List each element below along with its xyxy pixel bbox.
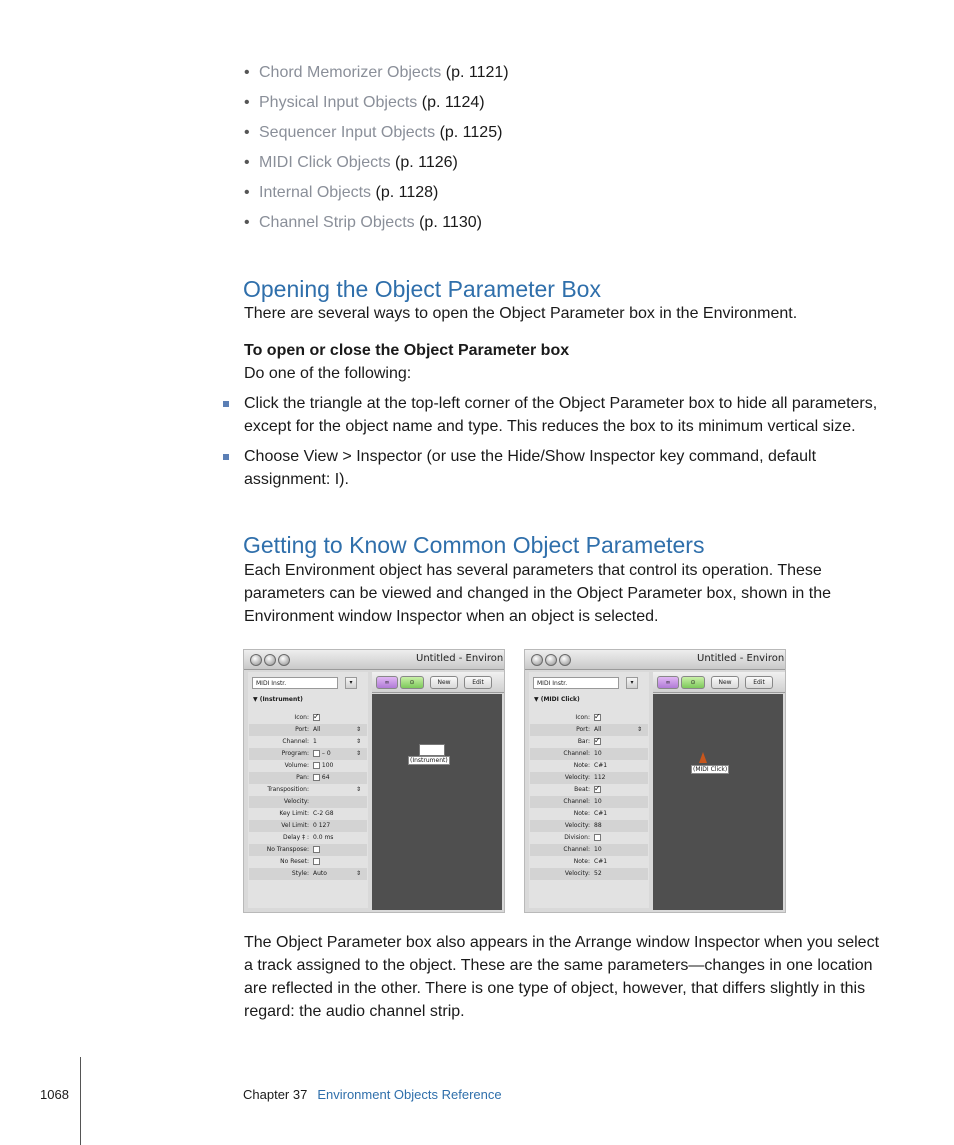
parameter-value-text: C#1 bbox=[594, 810, 608, 817]
window-title: Untitled - Environ bbox=[697, 653, 785, 664]
parameter-value[interactable] bbox=[313, 820, 330, 832]
parameter-row bbox=[530, 784, 648, 796]
parameter-label: Port: bbox=[576, 726, 590, 733]
parameter-row bbox=[530, 748, 648, 760]
parameter-checkbox[interactable] bbox=[594, 786, 601, 793]
close-window-icon[interactable] bbox=[250, 654, 262, 666]
page-reference: (p. 1125) bbox=[439, 124, 503, 141]
footer-divider bbox=[80, 1057, 81, 1145]
parameter-label: Delay ‡ : bbox=[282, 834, 309, 841]
parameter-value-text: Auto bbox=[313, 870, 327, 877]
parameter-row bbox=[530, 856, 648, 868]
bullet-dot-icon: • bbox=[244, 184, 250, 201]
bullet-dot-icon: • bbox=[244, 124, 250, 141]
environment-toolbar bbox=[653, 672, 785, 693]
parameter-label: Bar: bbox=[577, 738, 590, 745]
parameter-value[interactable] bbox=[594, 868, 602, 880]
related-link[interactable]: Channel Strip Objects bbox=[259, 214, 415, 231]
parameter-value[interactable] bbox=[313, 856, 320, 868]
parameter-row bbox=[530, 712, 648, 724]
parameter-value-text: 112 bbox=[594, 774, 606, 781]
section-intro: Each Environment object has several parameters that control its operation. These parameters can be viewed and changed in the Object Parameter box, shown in the Environment window Inspector when an object is selected. bbox=[244, 562, 832, 625]
parameter-value[interactable] bbox=[313, 808, 334, 820]
close-window-icon[interactable] bbox=[531, 654, 543, 666]
related-link-item bbox=[244, 92, 864, 122]
canvas-object-label[interactable]: (MIDI Click) bbox=[693, 766, 728, 773]
parameter-row bbox=[249, 712, 367, 724]
stepper-arrows-icon[interactable]: ⇕ bbox=[355, 750, 361, 757]
related-link-item bbox=[244, 152, 864, 182]
bullet-dot-icon: • bbox=[244, 214, 250, 231]
parameter-label: Volume: bbox=[284, 762, 309, 769]
parameter-label: Note: bbox=[573, 810, 590, 817]
instrument-object-icon[interactable] bbox=[419, 744, 445, 756]
edit-menu-button[interactable]: Edit bbox=[745, 676, 773, 689]
stepper-arrows-icon[interactable]: ⇕ bbox=[355, 738, 361, 745]
window-titlebar bbox=[244, 650, 504, 670]
parameter-value-text: 10 bbox=[594, 846, 602, 853]
parameter-label: No Transpose: bbox=[266, 846, 309, 853]
parameter-value[interactable] bbox=[594, 832, 601, 844]
parameter-checkbox[interactable] bbox=[313, 750, 320, 757]
parameter-value[interactable] bbox=[594, 856, 607, 868]
parameter-value[interactable] bbox=[594, 760, 607, 772]
screenshot-midi-click bbox=[524, 649, 786, 913]
parameter-value-text: 0.0 ms bbox=[313, 834, 334, 841]
task-heading: To open or close the Object Parameter box bbox=[244, 342, 570, 359]
parameter-row bbox=[249, 808, 367, 820]
section-heading-parameters: Getting to Know Common Object Parameters bbox=[243, 532, 705, 558]
midi-thru-button[interactable]: ⊙ bbox=[400, 676, 424, 689]
parameter-value-text: 52 bbox=[594, 870, 602, 877]
chapter-footer bbox=[243, 1087, 502, 1102]
closing-paragraph: The Object Parameter box also appears in the Arrange window Inspector when you select a track assigned to the object. These are the same parameters—changes in one location are reflected in the other. There is one type of object, however, that differs slightly in this regard: the audio channel strip. bbox=[244, 934, 880, 1020]
bullet-dot-icon: • bbox=[244, 94, 250, 111]
parameter-checkbox[interactable] bbox=[313, 858, 320, 865]
parameter-row bbox=[530, 760, 648, 772]
parameter-label: Note: bbox=[573, 762, 590, 769]
section-intro: There are several ways to open the Object Parameter box in the Environment. bbox=[244, 305, 798, 322]
parameter-row bbox=[249, 832, 367, 844]
environment-canvas[interactable] bbox=[372, 694, 502, 910]
parameter-value-text: C#1 bbox=[594, 762, 608, 769]
parameter-label: Velocity: bbox=[283, 798, 309, 805]
parameter-label: Channel: bbox=[563, 846, 590, 853]
parameter-row bbox=[530, 772, 648, 784]
parameter-value[interactable] bbox=[313, 868, 327, 880]
square-bullet-icon bbox=[223, 401, 229, 407]
window-titlebar bbox=[525, 650, 785, 670]
parameter-label: Note: bbox=[573, 858, 590, 865]
chevron-down-icon[interactable]: ▾ bbox=[626, 677, 638, 689]
parameter-row bbox=[249, 856, 367, 868]
page-number: 1068 bbox=[40, 1087, 69, 1102]
parameter-value[interactable] bbox=[313, 772, 330, 784]
parameter-label: Key Limit: bbox=[279, 810, 309, 817]
chapter-number: Chapter 37 bbox=[243, 1087, 308, 1102]
parameter-value[interactable] bbox=[594, 796, 602, 808]
parameter-label: Velocity: bbox=[564, 870, 590, 877]
parameter-value-text: – 0 bbox=[321, 750, 331, 757]
parameter-value-text: 88 bbox=[594, 822, 602, 829]
parameter-value-text: 0 127 bbox=[313, 822, 331, 829]
parameter-row bbox=[249, 820, 367, 832]
parameter-label: Division: bbox=[564, 834, 590, 841]
parameter-value-text: C-2 G8 bbox=[313, 810, 334, 817]
chevron-down-icon[interactable]: ▾ bbox=[345, 677, 357, 689]
parameter-label: Program: bbox=[281, 750, 309, 757]
parameter-row bbox=[530, 808, 648, 820]
page-reference: (p. 1121) bbox=[445, 64, 509, 81]
screenshot-instrument bbox=[243, 649, 505, 913]
stepper-arrows-icon[interactable]: ⇕ bbox=[355, 726, 361, 733]
new-menu-button[interactable]: New bbox=[430, 676, 458, 689]
parameter-row bbox=[249, 748, 367, 760]
parameter-row bbox=[249, 736, 367, 748]
parameter-row bbox=[530, 820, 648, 832]
parameter-row bbox=[249, 784, 367, 796]
parameter-label: Icon: bbox=[575, 714, 590, 721]
bullet-dot-icon: • bbox=[244, 154, 250, 171]
parameter-value[interactable] bbox=[313, 736, 317, 748]
parameter-checkbox[interactable] bbox=[313, 762, 320, 769]
related-link-item bbox=[244, 122, 864, 152]
parameter-value-text: 100 bbox=[321, 762, 334, 769]
section-heading-opening: Opening the Object Parameter Box bbox=[243, 276, 601, 302]
page-reference: (p. 1124) bbox=[421, 94, 485, 111]
metronome-icon[interactable] bbox=[699, 752, 707, 763]
parameter-value[interactable] bbox=[594, 712, 601, 724]
parameter-value[interactable] bbox=[313, 724, 320, 736]
object-header[interactable]: ▼ (MIDI Click) bbox=[534, 696, 580, 703]
step-bullet: Click the triangle at the top-left corner of the Object Parameter box to hide all parameters, except for the object name and type. This reduces the box to its minimum vertical size. bbox=[244, 395, 878, 435]
parameter-value[interactable] bbox=[594, 844, 602, 856]
stepper-arrows-icon[interactable]: ⇕ bbox=[355, 870, 361, 877]
related-link[interactable]: Chord Memorizer Objects bbox=[259, 64, 442, 81]
parameter-label: Vel Limit: bbox=[281, 822, 309, 829]
parameter-label: Channel: bbox=[282, 738, 309, 745]
square-bullet-icon bbox=[223, 454, 229, 460]
parameter-value-text: All bbox=[594, 726, 602, 733]
link-button[interactable]: ∞ bbox=[376, 676, 398, 689]
canvas-object-label[interactable]: (Instrument) bbox=[410, 757, 448, 764]
stepper-arrows-icon[interactable]: ⇕ bbox=[636, 726, 642, 733]
parameter-value[interactable] bbox=[313, 748, 331, 760]
parameter-label: Style: bbox=[291, 870, 309, 877]
object-header[interactable]: ▼ (Instrument) bbox=[253, 696, 303, 703]
parameter-value[interactable] bbox=[594, 808, 607, 820]
parameter-row bbox=[249, 868, 367, 880]
parameter-label: Channel: bbox=[563, 798, 590, 805]
parameter-value-text: C#1 bbox=[594, 858, 608, 865]
parameter-row bbox=[249, 844, 367, 856]
link-button[interactable]: ∞ bbox=[657, 676, 679, 689]
parameter-value-text: 10 bbox=[594, 798, 602, 805]
parameter-value-text: 10 bbox=[594, 750, 602, 757]
parameter-row bbox=[530, 724, 648, 736]
parameter-label: Icon: bbox=[294, 714, 309, 721]
step-bullet: Choose View > Inspector (or use the Hide/Show Inspector key command, default assignment: I). bbox=[244, 448, 817, 488]
parameter-value[interactable] bbox=[594, 820, 602, 832]
parameter-row bbox=[530, 796, 648, 808]
minimize-window-icon[interactable] bbox=[264, 654, 276, 666]
parameter-value[interactable] bbox=[594, 736, 601, 748]
parameter-row bbox=[249, 760, 367, 772]
parameter-label: Channel: bbox=[563, 750, 590, 757]
parameter-label: No Reset: bbox=[280, 858, 309, 865]
parameter-label: Velocity: bbox=[564, 774, 590, 781]
task-intro: Do one of the following: bbox=[244, 365, 412, 382]
parameter-value[interactable] bbox=[313, 712, 320, 724]
parameter-row bbox=[249, 796, 367, 808]
related-link[interactable]: Sequencer Input Objects bbox=[259, 124, 436, 141]
parameter-value[interactable] bbox=[594, 748, 602, 760]
parameter-value[interactable] bbox=[313, 844, 320, 856]
related-link[interactable]: Internal Objects bbox=[259, 184, 372, 201]
related-link-item bbox=[244, 62, 864, 92]
related-link-item bbox=[244, 212, 864, 242]
bullet-dot-icon: • bbox=[244, 64, 250, 81]
parameter-row bbox=[249, 772, 367, 784]
related-links-list bbox=[244, 62, 864, 242]
zoom-window-icon[interactable] bbox=[278, 654, 290, 666]
page-reference: (p. 1130) bbox=[419, 214, 482, 231]
parameter-label: Beat: bbox=[574, 786, 590, 793]
stepper-arrows-icon[interactable]: ⇕ bbox=[355, 786, 361, 793]
parameter-value[interactable] bbox=[313, 760, 333, 772]
related-link[interactable]: MIDI Click Objects bbox=[259, 154, 391, 171]
parameter-value[interactable] bbox=[594, 784, 601, 796]
edit-menu-button[interactable]: Edit bbox=[464, 676, 492, 689]
parameter-checkbox[interactable] bbox=[313, 846, 320, 853]
parameter-row bbox=[530, 868, 648, 880]
parameter-value-text: 1 bbox=[313, 738, 317, 745]
chapter-title-link[interactable]: Environment Objects Reference bbox=[317, 1087, 502, 1102]
object-type-dropdown[interactable]: MIDI Instr. bbox=[533, 677, 619, 689]
parameter-checkbox[interactable] bbox=[313, 714, 320, 721]
parameter-label: Transposition: bbox=[267, 786, 309, 793]
window-title: Untitled - Environ bbox=[416, 653, 504, 664]
parameter-label: Pan: bbox=[296, 774, 309, 781]
object-type-dropdown[interactable]: MIDI Instr. bbox=[252, 677, 338, 689]
parameter-row bbox=[530, 832, 648, 844]
environment-toolbar bbox=[372, 672, 504, 693]
environment-canvas[interactable] bbox=[653, 694, 783, 910]
zoom-window-icon[interactable] bbox=[559, 654, 571, 666]
new-menu-button[interactable]: New bbox=[711, 676, 739, 689]
midi-thru-button[interactable]: ⊙ bbox=[681, 676, 705, 689]
page-reference: (p. 1126) bbox=[395, 154, 458, 171]
parameter-row bbox=[249, 724, 367, 736]
parameter-value-text: 64 bbox=[321, 774, 330, 781]
parameter-label: Velocity: bbox=[564, 822, 590, 829]
related-link[interactable]: Physical Input Objects bbox=[259, 94, 418, 111]
related-link-item bbox=[244, 182, 864, 212]
parameter-row bbox=[530, 736, 648, 748]
parameter-checkbox[interactable] bbox=[594, 738, 601, 745]
page-reference: (p. 1128) bbox=[375, 184, 439, 201]
parameter-checkbox[interactable] bbox=[594, 714, 601, 721]
parameter-checkbox[interactable] bbox=[594, 834, 601, 841]
minimize-window-icon[interactable] bbox=[545, 654, 557, 666]
parameter-checkbox[interactable] bbox=[313, 774, 320, 781]
parameter-value[interactable] bbox=[313, 832, 333, 844]
parameter-row bbox=[530, 844, 648, 856]
parameter-value-text: All bbox=[313, 726, 321, 733]
parameter-label: Port: bbox=[295, 726, 309, 733]
